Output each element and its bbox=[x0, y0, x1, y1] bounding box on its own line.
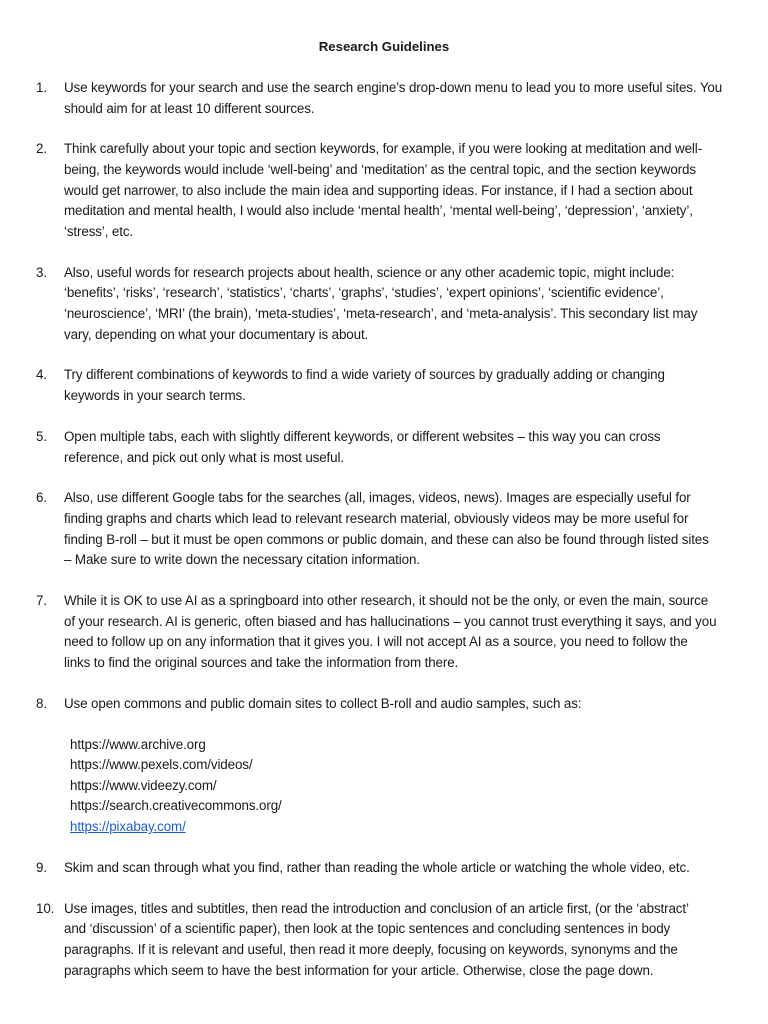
item-text-line: should aim for at least 10 different sources. bbox=[64, 100, 315, 116]
item-number: 4. bbox=[36, 367, 47, 383]
item-text bbox=[64, 591, 752, 673]
item-number: 7. bbox=[36, 593, 47, 609]
guideline-item bbox=[36, 694, 752, 838]
item-text-line: reference, and pick out only what is most useful. bbox=[64, 449, 344, 465]
item-text bbox=[64, 694, 752, 715]
item-text-line: finding graphs and charts which lead to relevant research material, obviously videos may be more useful for bbox=[64, 510, 689, 526]
item-number: 1. bbox=[36, 80, 47, 95]
item-text-line: would get narrower, to also include the main idea and supporting ideas. For instance, if I had a section about bbox=[64, 182, 693, 198]
item-text-line: vary, depending on what your documentary is about. bbox=[64, 326, 369, 342]
item-text-line: paragraphs which seem to have the best information for your article. Otherwise, close the page down. bbox=[64, 962, 654, 978]
guideline-item bbox=[36, 427, 752, 468]
item-text-line: Also, use different Google tabs for the searches (all, images, videos, news). Images are especially useful for bbox=[64, 490, 691, 506]
guidelines-list bbox=[36, 78, 752, 1001]
site-list bbox=[70, 735, 752, 838]
item-text bbox=[64, 858, 752, 879]
item-number: 10. bbox=[36, 900, 55, 916]
item-number: 8. bbox=[36, 695, 47, 711]
page-title: Research Guidelines bbox=[318, 39, 450, 54]
item-text-line: – Make sure to write down the necessary citation information. bbox=[64, 552, 420, 568]
item-text-line: ‘neuroscience’, ‘MRI’ (the brain), ‘meta-studies’, ‘meta-research’, and ‘meta-analysis’. This secondary list may bbox=[64, 305, 698, 321]
site-url: https://search.creativecommons.org/ bbox=[70, 798, 282, 814]
guideline-item bbox=[36, 591, 752, 673]
guideline-item bbox=[36, 899, 752, 981]
guideline-item bbox=[36, 488, 752, 570]
item-text-line: need to follow up on any information that it gives you. I will not accept AI as a source, you need to follow the bbox=[64, 634, 688, 650]
item-text bbox=[64, 488, 752, 570]
item-text-line: Use open commons and public domain sites to collect B-roll and audio samples, such as: bbox=[64, 695, 582, 711]
item-text-line: While it is OK to use AI as a springboard into other research, it should not be the only, or even the main, source bbox=[64, 593, 709, 609]
guideline-item bbox=[36, 78, 752, 119]
item-text-line: Use keywords for your search and use the search engine’s drop-down menu to lead you to more useful sites. You bbox=[64, 80, 723, 95]
item-text bbox=[64, 78, 752, 119]
item-text-line: Think carefully about your topic and section keywords, for example, if you were looking at meditation and well- bbox=[64, 141, 702, 157]
item-text bbox=[64, 899, 752, 981]
item-text-line: and ‘discussion’ of a scientific paper), then look at the topic sentences and concluding sentences in body bbox=[64, 921, 671, 937]
item-text-line: of your research. AI is generic, often biased and has hallucinations – you cannot trust everything it says, and you bbox=[64, 613, 717, 629]
item-text-line: Also, useful words for research projects about health, science or any other academic topic, might include: bbox=[64, 264, 675, 280]
item-number: 9. bbox=[36, 859, 47, 875]
item-number: 6. bbox=[36, 490, 47, 506]
item-text-line: Use images, titles and subtitles, then read the introduction and conclusion of an article first, (or the ‘abstract’ bbox=[64, 900, 689, 916]
item-text-line: finding B-roll – but it must be open commons or public domain, and these can also be found through listed sites bbox=[64, 531, 709, 547]
item-text-line: Open multiple tabs, each with slightly different keywords, or different websites – this way you can cross bbox=[64, 428, 661, 444]
item-text-line: Skim and scan through what you find, rather than reading the whole article or watching the whole video, etc. bbox=[64, 859, 690, 875]
guideline-item bbox=[36, 858, 752, 879]
item-text bbox=[64, 139, 752, 242]
item-text-line: meditation and mental health, I would also include ‘mental health’, ‘mental well-being’, ‘depression’, ‘anxiety’, bbox=[64, 203, 693, 219]
item-number: 3. bbox=[36, 264, 47, 280]
item-text-line: ‘benefits’, ‘risks’, ‘research’, ‘statistics’, ‘charts’, ‘graphs’, ‘studies’, ‘expert opinions’, ‘scientific evidence’, bbox=[64, 285, 664, 301]
site-url: https://www.videezy.com/ bbox=[70, 777, 217, 793]
item-number: 5. bbox=[36, 428, 47, 444]
guideline-item bbox=[36, 365, 752, 406]
site-link[interactable]: https://pixabay.com/ bbox=[70, 819, 186, 834]
site-url: https://www.pexels.com/videos/ bbox=[70, 757, 253, 773]
item-number: 2. bbox=[36, 141, 47, 157]
item-text-line: paragraphs. If it is relevant and useful, then read it more deeply, focusing on keywords, synonyms and the bbox=[64, 941, 678, 957]
item-text-line: ‘stress’, etc. bbox=[64, 223, 134, 239]
guideline-item bbox=[36, 263, 752, 345]
site-url: https://www.archive.org bbox=[70, 736, 206, 752]
item-text bbox=[64, 365, 752, 406]
item-text-line: Try different combinations of keywords to find a wide variety of sources by gradually adding or changing bbox=[64, 367, 665, 383]
guideline-item bbox=[36, 139, 752, 242]
item-text-line: keywords in your search terms. bbox=[64, 388, 246, 404]
item-text-line: being, the keywords would include ‘well-being’ and ‘meditation’ as the central topic, and the section keywords bbox=[64, 162, 696, 178]
item-text-line: links to find the original sources and take the information from there. bbox=[64, 654, 459, 670]
item-text bbox=[64, 263, 752, 345]
item-text bbox=[64, 427, 752, 468]
